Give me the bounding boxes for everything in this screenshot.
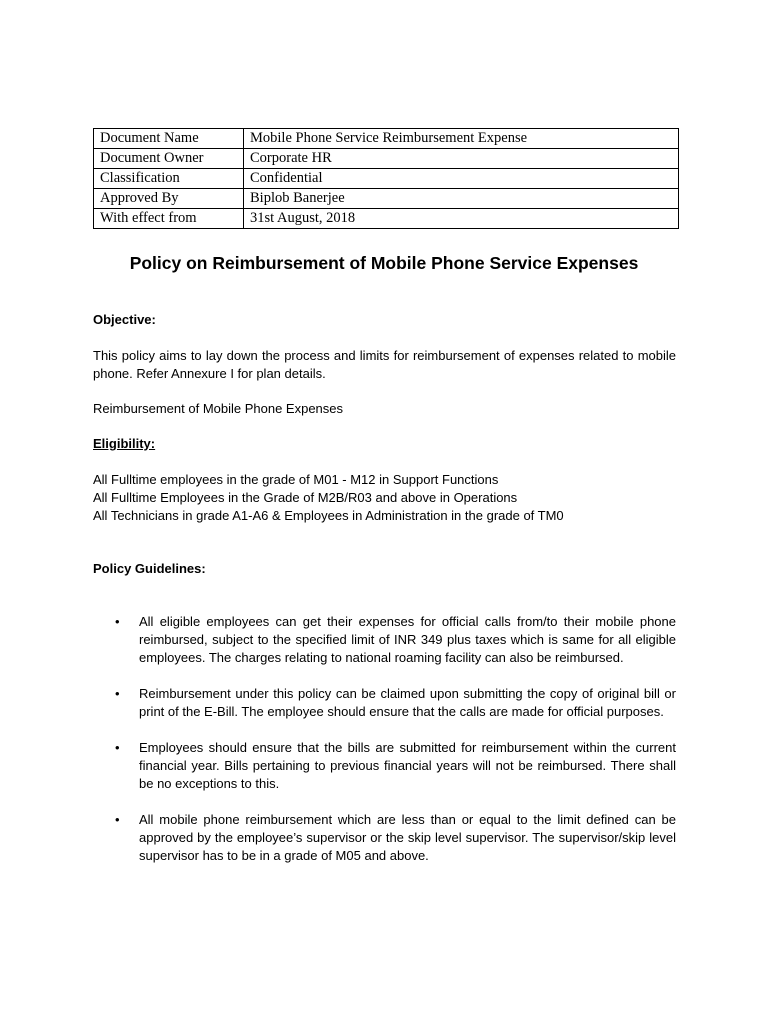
table-row	[94, 129, 679, 149]
table-row	[94, 169, 679, 189]
document-name-value: Mobile Phone Service Reimbursement Expense	[244, 129, 679, 149]
approved-by-value: Biplob Banerjee	[244, 189, 679, 209]
eligibility-line: All Fulltime Employees in the Grade of M2B/R03 and above in Operations	[93, 490, 518, 505]
objective-text: This policy aims to lay down the process and limits for reimbursement of expenses related to mobile phone. Refer Annexure I for plan details.	[93, 348, 676, 381]
reimbursement-heading: Reimbursement of Mobile Phone Expenses	[93, 401, 344, 416]
bullet-icon: •	[115, 740, 120, 755]
effective-date-value: 31st August, 2018	[244, 209, 679, 229]
guideline-text: Reimbursement under this policy can be claimed upon submitting the copy of original bill or print of the E-Bill. The employee should ensure that the calls are made for official purposes.	[139, 686, 676, 719]
list-item	[93, 613, 676, 667]
classification-value: Confidential	[244, 169, 679, 189]
effective-date-key: With effect from	[94, 209, 244, 229]
document-name-key: Document Name	[94, 129, 244, 149]
eligibility-line: All Technicians in grade A1-A6 & Employees in Administration in the grade of TM0	[93, 508, 564, 523]
objective-heading: Objective:	[93, 312, 156, 327]
table-row	[94, 209, 679, 229]
bullet-icon: •	[115, 812, 120, 827]
document-owner-key: Document Owner	[94, 149, 244, 169]
guidelines-list	[93, 613, 676, 865]
bullet-icon: •	[115, 614, 120, 629]
table-row	[94, 149, 679, 169]
table-row	[94, 189, 679, 209]
document-info-table	[93, 128, 679, 229]
document-owner-value: Corporate HR	[244, 149, 679, 169]
guideline-text: All mobile phone reimbursement which are less than or equal to the limit defined can be approved by the employee’s supervisor or the skip level supervisor. The supervisor/skip level supervisor has to be in a grade of M05 and above.	[139, 812, 676, 863]
guideline-text: Employees should ensure that the bills are submitted for reimbursement within the current financial year. Bills pertaining to previous financial years will not be reimbursed. There shall be no exceptions to this.	[139, 740, 676, 791]
approved-by-key: Approved By	[94, 189, 244, 209]
list-item	[93, 685, 676, 721]
guidelines-heading: Policy Guidelines:	[93, 561, 206, 576]
eligibility-heading: Eligibility:	[93, 436, 156, 451]
list-item	[93, 739, 676, 793]
eligibility-list	[93, 471, 676, 525]
classification-key: Classification	[94, 169, 244, 189]
bullet-icon: •	[115, 686, 120, 701]
page-title: Policy on Reimbursement of Mobile Phone Service Expenses	[129, 253, 639, 273]
guideline-text: All eligible employees can get their expenses for official calls from/to their mobile phone reimbursed, subject to the specified limit of INR 349 plus taxes which is same for all eligible employees. The charges relating to national roaming facility can also be reimbursed.	[139, 614, 676, 665]
list-item	[93, 811, 676, 865]
eligibility-line: All Fulltime employees in the grade of M01 - M12 in Support Functions	[93, 472, 499, 487]
